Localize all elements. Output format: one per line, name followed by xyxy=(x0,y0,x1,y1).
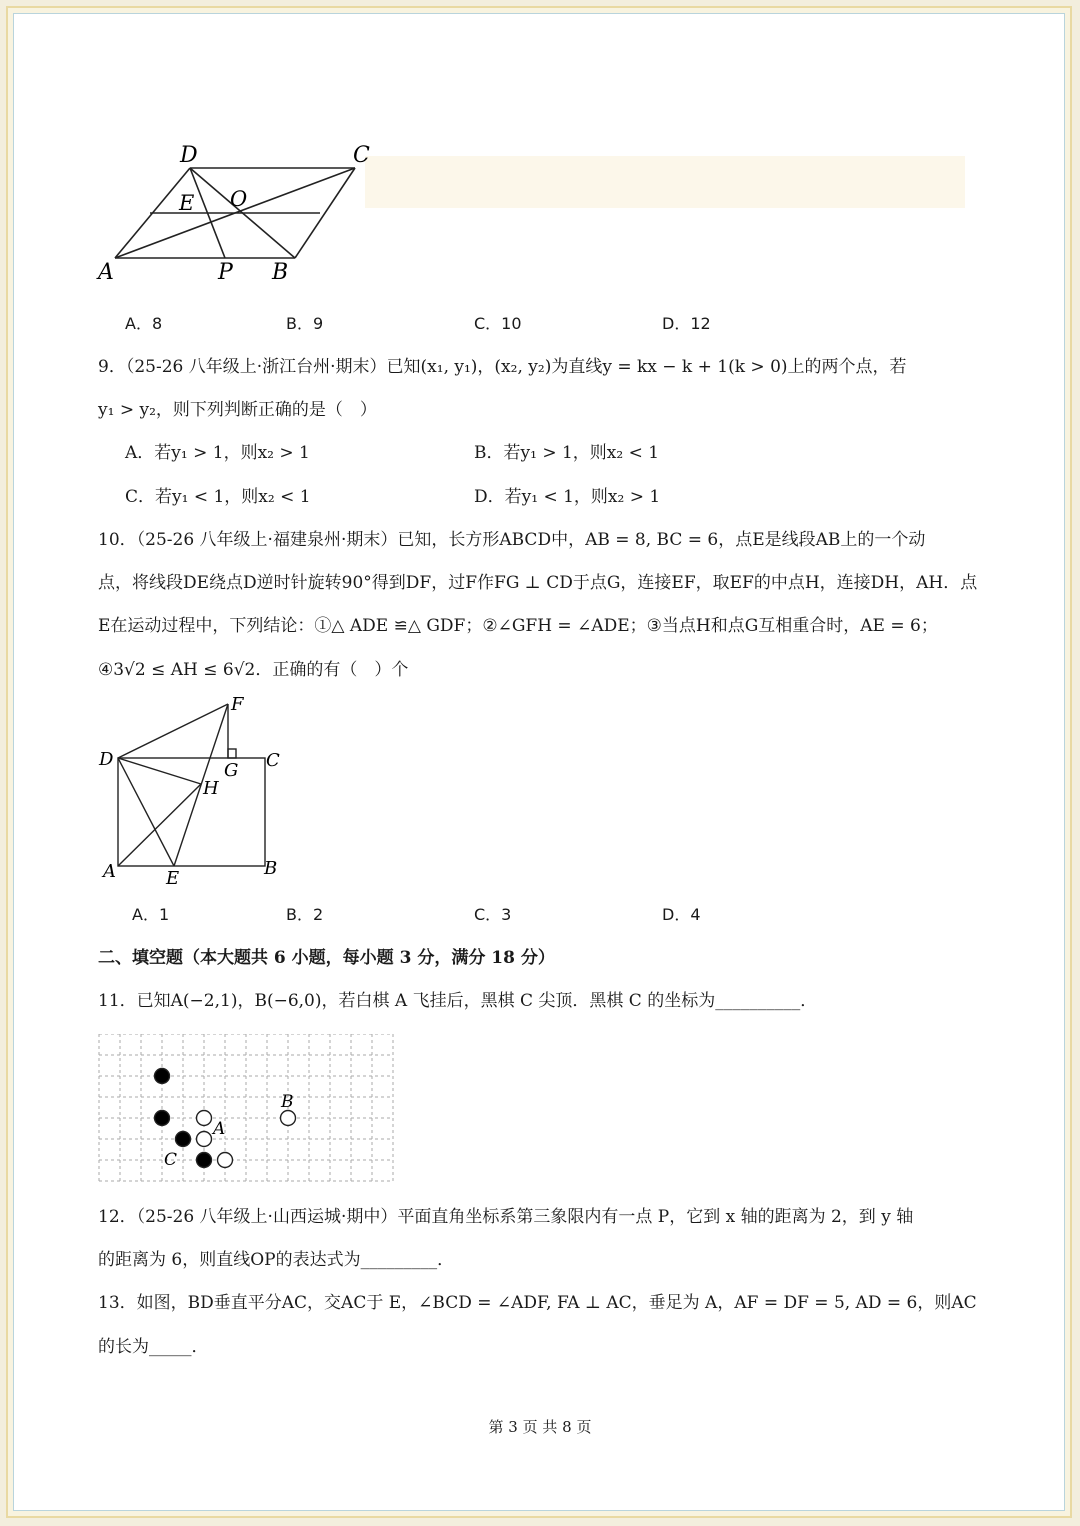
figure-q10-rectangle xyxy=(95,690,295,890)
label-D: D xyxy=(180,143,198,168)
q9-option-a: A．若y₁ > 1，则x₂ > 1 xyxy=(125,443,310,463)
black-stone-c xyxy=(197,1153,212,1168)
label-C: C xyxy=(266,750,280,771)
white-stone-b xyxy=(281,1111,296,1126)
q13-stem-line2: 的长为_____． xyxy=(98,1337,209,1357)
label-B: B xyxy=(281,1092,294,1112)
q10-option-c: C．3 xyxy=(474,905,512,924)
page-footer: 第 3 页 共 8 页 xyxy=(488,1418,592,1436)
q10-stem-line2: 点，将线段DE绕点D逆时针旋转90°得到DF，过F作FG ⊥ CD于点G，连接EF，取EF的中点H，连接DH，AH．点 xyxy=(98,573,978,593)
white-stone-a xyxy=(197,1132,212,1147)
q9-option-d: D．若y₁ < 1，则x₂ > 1 xyxy=(474,487,661,507)
label-B: B xyxy=(272,260,289,285)
q9-option-b: B．若y₁ > 1，则x₂ < 1 xyxy=(474,443,660,463)
label-P: P xyxy=(218,260,233,285)
q10-option-d: D．4 xyxy=(662,905,701,924)
q12-stem-line1: 12．（25-26 八年级上·山西运城·期中）平面直角坐标系第三象限内有一点 P，它到 x 轴的距离为 2，到 y 轴 xyxy=(98,1207,914,1227)
label-E: E xyxy=(179,191,195,215)
q11-stem: 11．已知A(−2,1)，B(−6,0)，若白棋 A 飞挂后，黑棋 C 尖顶．黑棋 C 的坐标为__________． xyxy=(98,991,818,1011)
black-stone xyxy=(155,1069,170,1084)
label-A: A xyxy=(213,1119,226,1139)
q10-stem-line3: E在运动过程中，下列结论：①△ ADE ≌△ GDF；②∠GFH = ∠ADE；③当点H和点G互相重合时，AE = 6； xyxy=(98,616,938,636)
q8-option-d: D．12 xyxy=(662,314,711,333)
q10-stem-line1: 10．（25-26 八年级上·福建泉州·期末）已知，长方形ABCD中，AB = 8, BC = 6，点E是线段AB上的一个动 xyxy=(98,530,926,550)
label-H: H xyxy=(203,778,219,799)
q12-stem-line2: 的距离为 6，则直线OP的表达式为_________． xyxy=(98,1250,455,1270)
q8-option-c: C．10 xyxy=(474,314,522,333)
q10-stem-line4: ④3√2 ≤ AH ≤ 6√2．正确的有（ ）个 xyxy=(98,660,409,680)
white-stone xyxy=(197,1111,212,1126)
black-stone xyxy=(176,1132,191,1147)
label-E: E xyxy=(166,868,180,889)
q8-option-b: B．9 xyxy=(286,314,324,333)
q9-option-c: C．若y₁ < 1，则x₂ < 1 xyxy=(125,487,311,507)
label-A: A xyxy=(103,861,116,882)
figure-q11-go-board xyxy=(98,1034,396,1184)
q10-option-a: A．1 xyxy=(132,905,170,924)
label-C: C xyxy=(353,143,370,168)
label-B: B xyxy=(264,858,278,879)
q8-option-a: A．8 xyxy=(125,314,163,333)
highlight-band xyxy=(365,156,965,208)
label-D: D xyxy=(99,749,114,770)
q13-stem-line1: 13．如图，BD垂直平分AC，交AC于 E，∠BCD = ∠ADF, FA ⊥ AC，垂足为 A，AF = DF = 5, AD = 6，则AC xyxy=(98,1293,977,1313)
label-F: F xyxy=(231,694,244,715)
label-O: O xyxy=(230,187,248,211)
figure-q8-parallelogram xyxy=(90,138,390,288)
white-stone xyxy=(218,1153,233,1168)
label-C: C xyxy=(164,1150,178,1170)
label-G: G xyxy=(224,760,239,781)
q9-stem-line2: y₁ > y₂，则下列判断正确的是（ ） xyxy=(98,400,377,420)
section2-heading: 二、填空题（本大题共 6 小题，每小题 3 分，满分 18 分） xyxy=(98,948,555,968)
q9-stem-line1: 9．（25-26 八年级上·浙江台州·期末）已知(x₁, y₁)，(x₂, y₂)为直线y = kx − k + 1(k > 0)上的两个点，若 xyxy=(98,357,907,377)
q10-option-b: B．2 xyxy=(286,905,324,924)
black-stone xyxy=(155,1111,170,1126)
label-A: A xyxy=(98,260,114,285)
